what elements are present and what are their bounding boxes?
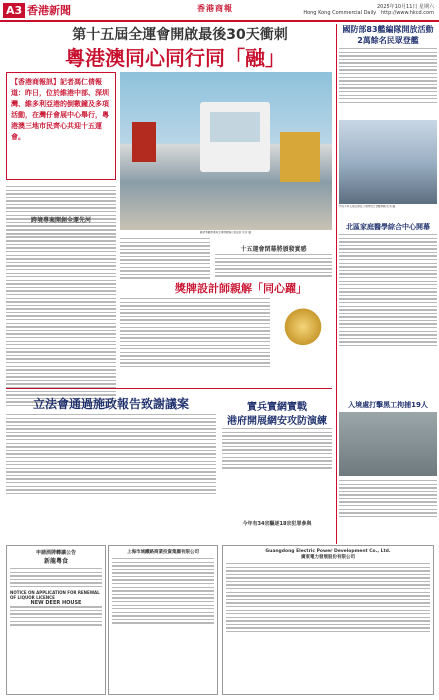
legco-body bbox=[6, 414, 216, 496]
paper-name-en: Hong Kong Commercial Daily http://www.hkcd.com bbox=[303, 10, 434, 16]
lead-body-middle bbox=[120, 238, 210, 281]
medal-image bbox=[275, 298, 331, 370]
lead-photo-caption: 觀眾參觀維港與全運倒數鐘合照留影 記者 攝 bbox=[200, 231, 251, 234]
lead-photo bbox=[120, 72, 332, 230]
divider bbox=[6, 388, 332, 389]
north-clinic-headline: 北區家庭醫學綜合中心開幕 bbox=[346, 223, 430, 231]
legco-headline: 立法會通過施政報告致謝議案 bbox=[32, 397, 189, 411]
masthead-logo: 香港商報 bbox=[197, 4, 233, 13]
liquor-ad: 申請酒牌轉讓公告 新龍粵食 NOTICE ON APPLICATION FOR RENEWAL OF LIQUOR LICENCE NEW DEER HOUSE bbox=[6, 545, 106, 695]
immigration-photo bbox=[339, 412, 437, 476]
subhead-stats: 今年有34宗驅逐18宗犯罪參與 bbox=[242, 521, 312, 527]
lead-kicker: 第十五屆全運會開啟最後30天衝刺 bbox=[72, 27, 288, 43]
navy-photo bbox=[339, 120, 437, 204]
subhead-cross-border: 跨境專案開創全運先河 bbox=[30, 217, 91, 224]
navy-body bbox=[339, 48, 437, 105]
page-number: A3 bbox=[3, 3, 25, 18]
immigration-body bbox=[339, 480, 437, 519]
immigration-headline: 入境處打擊黑工拘捕19人 bbox=[348, 401, 428, 409]
navy-headline-2: 2萬餘名民眾登艦 bbox=[357, 36, 419, 45]
issue-date: 2025年10月11日 星期六 bbox=[376, 4, 434, 10]
cyber-body bbox=[222, 428, 332, 471]
north-clinic-body bbox=[339, 234, 437, 349]
lead-headline: 粵港澳同心同行同「融」 bbox=[65, 46, 285, 70]
cyber-headline-2: 港府開展網安攻防演練 bbox=[227, 416, 327, 427]
lead-body-right bbox=[215, 254, 332, 279]
company-ad: 上海市城鐵路商業投資集團有限公司 bbox=[108, 545, 218, 695]
navy-photo-caption: 市民手持五星紅旗在公眾開放日登艦參觀 記者 攝 bbox=[339, 205, 396, 208]
lead-body-text-2 bbox=[6, 226, 116, 408]
cyber-headline-1: 實兵實網實戰 bbox=[247, 402, 307, 413]
navy-headline-1: 國防部83艦編隊開放活動 bbox=[342, 25, 434, 34]
page-header bbox=[0, 0, 439, 22]
column-divider bbox=[336, 24, 337, 544]
award-body bbox=[120, 298, 270, 370]
lead-summary-box: 【香港商報訊】記者馮仁倩報道：昨日，位於維港中部、深圳灣、維多利亞港的倒數鐘及多項活動，在灣仔會展中心舉行，粵港澳三地市民齊心共迎十五運會。 bbox=[6, 72, 116, 180]
section-title: 香港新聞 bbox=[27, 4, 71, 17]
subhead-closing: 十五運會閉幕將頒發實感 bbox=[240, 246, 307, 253]
guangdong-ad: Guangdong Electric Power Development Co., Ltd. 廣東電力發展股份有限公司 bbox=[222, 545, 434, 695]
award-headline: 獎牌設計師親解「同心躍」 bbox=[175, 282, 307, 295]
